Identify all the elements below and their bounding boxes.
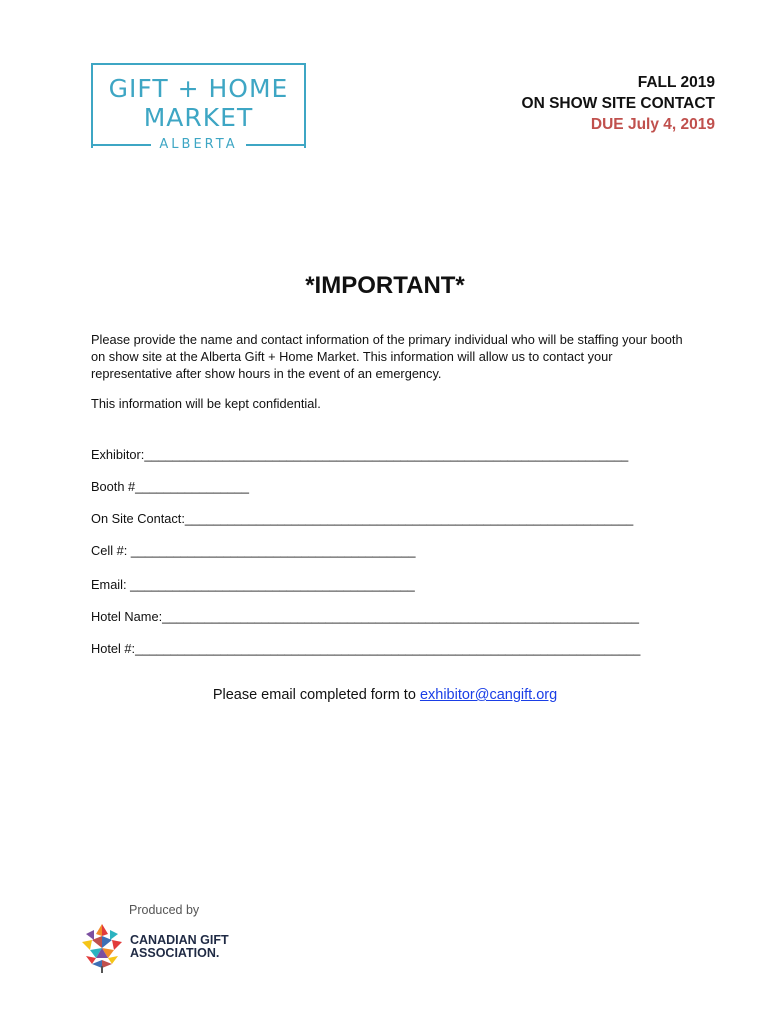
cga-line-2: ASSOCIATION. bbox=[130, 946, 220, 960]
logo-line-2: MARKET bbox=[143, 103, 254, 132]
logo-frame bbox=[91, 63, 306, 148]
logo-rule-left bbox=[91, 144, 151, 146]
produced-by-label: Produced by bbox=[129, 903, 200, 917]
logo-rule-right bbox=[246, 144, 306, 146]
intro-paragraph: Please provide the name and contact information of the primary individual who will be staffing your booth on show site at the Alberta Gift + Home Market. This information will allow us to contact your representative after show hours in the event of an emergency. bbox=[91, 332, 683, 381]
email-instruction-text: Please email completed form to bbox=[212, 687, 420, 703]
logo-bottom-rule bbox=[91, 137, 306, 153]
form-header bbox=[522, 72, 715, 135]
season-label: FALL 2019 bbox=[637, 74, 715, 91]
exhibitor-field[interactable]: Exhibitor:____________________________________________________________________ bbox=[91, 447, 629, 462]
email-field[interactable]: Email: ________________________________________ bbox=[91, 577, 415, 592]
important-heading: *IMPORTANT* bbox=[305, 272, 465, 299]
confidential-note: This information will be kept confidential. bbox=[91, 396, 321, 411]
exhibitor-email-link[interactable]: exhibitor@cangift.org bbox=[419, 687, 558, 703]
logo-line-1: GIFT + HOME bbox=[108, 74, 289, 103]
maple-leaf-mosaic-icon bbox=[80, 922, 124, 974]
on-site-contact-field[interactable]: On Site Contact:_______________________________________________________________ bbox=[91, 511, 634, 526]
logo-line-3: ALBERTA bbox=[159, 137, 238, 152]
email-instruction bbox=[0, 686, 770, 704]
due-date: DUE July 4, 2019 bbox=[590, 116, 715, 133]
cga-wordmark bbox=[130, 934, 229, 960]
booth-field[interactable]: Booth #________________ bbox=[91, 479, 249, 494]
hotel-number-field[interactable]: Hotel #:_______________________________________________________________________ bbox=[91, 641, 641, 656]
cga-line-1: CANADIAN GIFT bbox=[130, 933, 229, 947]
cell-field[interactable]: Cell #: ________________________________________ bbox=[91, 543, 416, 558]
hotel-name-field[interactable]: Hotel Name:___________________________________________________________________ bbox=[91, 609, 639, 624]
form-subtitle: ON SHOW SITE CONTACT bbox=[521, 95, 715, 112]
